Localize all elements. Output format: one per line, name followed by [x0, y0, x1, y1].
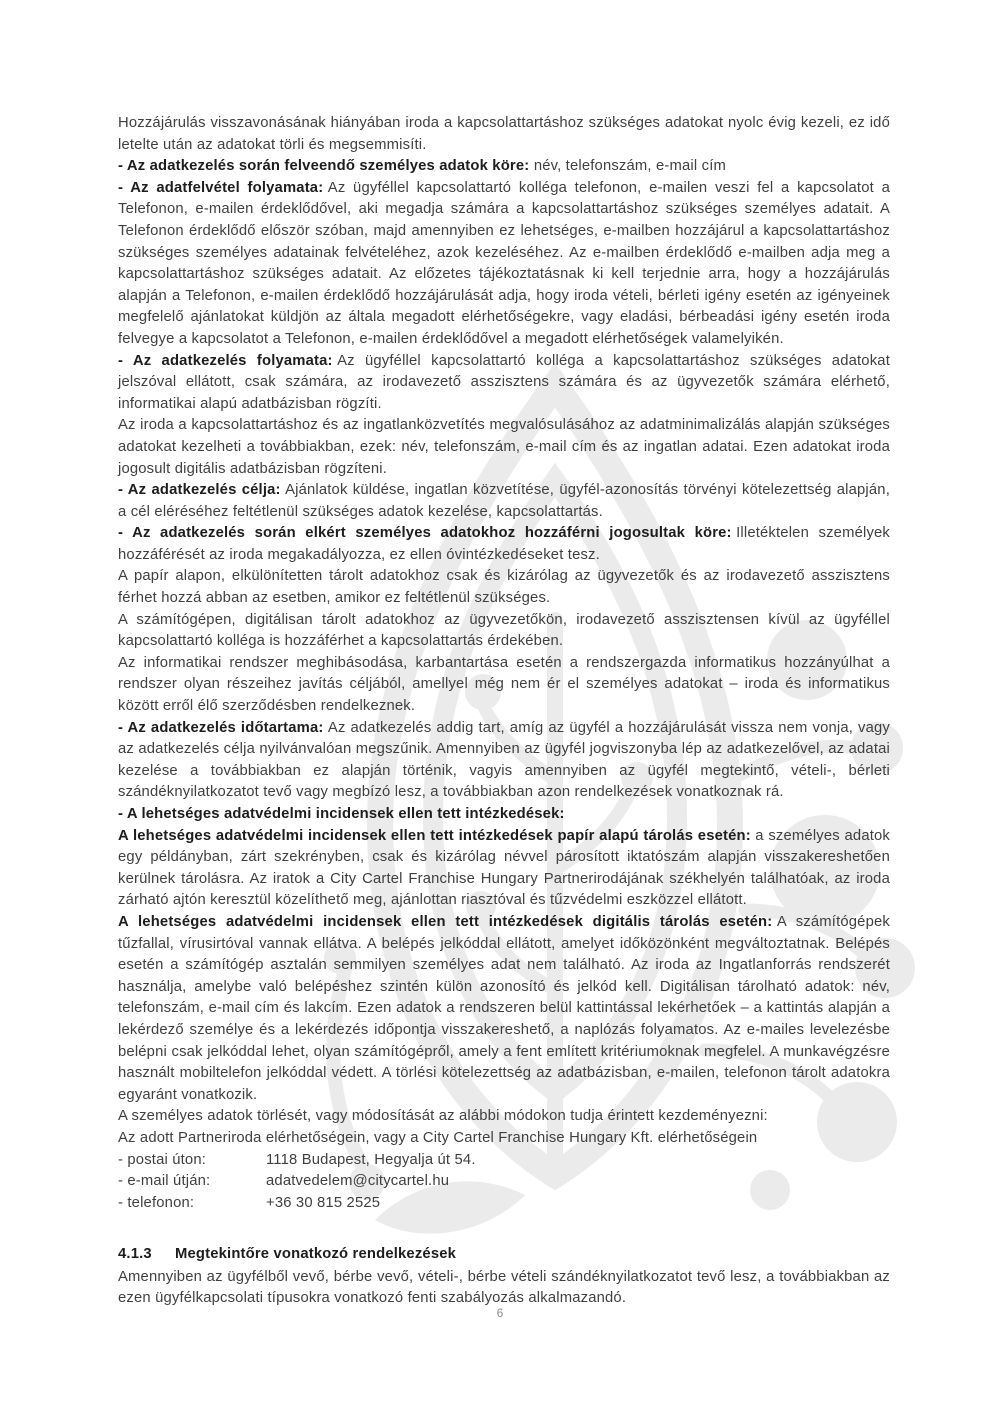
paragraph-lead: A lehetséges adatvédelmi incidensek ellen tett intézkedések digitális tárolás esetén:	[118, 913, 773, 930]
paragraph-text: Az ügyféllel kapcsolattartó kolléga a kapcsolattartáshoz szükséges adatokat jelszóval ellátott, csak számára, az irodavezető asszisztens számára és az ügyvezetők számára elérhető, informatikai alapú adatbázisban rögzíti.	[118, 352, 890, 412]
section-body	[118, 1267, 890, 1310]
paragraph-lead: - Az adatkezelés során elkért személyes adatokhoz hozzáférni jogosultak köre:	[118, 525, 732, 542]
paragraph-text: A számítógépen, digitálisan tárolt adatokhoz az ügyvezetőkön, irodavezető asszisztensen kívül az ügyféllel kapcsolattartó kolléga is hozzáférhet a kapcsolattartás érdekében.	[118, 611, 890, 650]
paragraph-text: a személyes adatok egy példányban, zárt szekrényben, csak és kizárólag névvel párosított iktatószám alapján visszakereshetően kerülnek tárolásra. Az iratok a City Cartel Franchise Hungary Partnerirodájának székhelyén találhatóak, az iroda zárható ajtón keresztül közelíthető meg, ajánlottan riasztóval és tűzvédelmi eszközzel ellátott.	[118, 827, 890, 909]
paragraph-text: név, telefonszám, e-mail cím	[533, 158, 727, 175]
paragraph	[118, 1106, 890, 1128]
paragraph-text: A számítógépek tűzfallal, vírusirtóval vannak ellátva. A belépés jelkóddal ellátott, amelyet időközönként megváltoztatnak. Belépés esetén a számítógép asztalán semmilyen személyes adat nem található. Az iroda az Ingatlanforrás rendszerét használja, amelybe való belépéshez szintén külön azonosító és jelkód kell. Digitálisan tárolható adatok: név, telefonszám, e-mail cím és lakcím. Ezen adatok a rendszeren belül kattintással lekérhetőek – a kattintás alapján a lekérdező személye és a lekérdezés időpontja visszakereshető, a naplózás folyamatos. Az e-mailes levelezésbe belépni csak jelkóddal lehet, olyan számítógépről, amely a fent említett kritériumoknak megfelel. A munkavégzésre használt mobiltelefon jelkóddal védett. A törlési kötelezettség az adatbázisban, e-mailen, telefonon tárolt adatokra egyaránt vonatkozik.	[118, 913, 890, 1103]
paragraph-text: Az iroda a kapcsolattartáshoz és az ingatlanközvetítés megvalósulásához az adatminimalizálás alapján szükséges adatokat kezelheti a továbbiakban, ezek: név, telefonszám, e-mail cím és az ingatlan adatai. Ezen adatokat iroda jogosult digitális adatbázisban rögzíteni.	[118, 417, 890, 477]
paragraph	[118, 1267, 890, 1310]
paragraph-text: A papír alapon, elkülönítetten tárolt adatokhoz csak és kizárólag az ügyvezetők és az irodavezető asszisztens férhet hozzá abban az esetben, amikor ez feltétlenül szükséges.	[118, 568, 890, 607]
contact-label: - e-mail útján:	[118, 1173, 211, 1190]
paragraph-lead: - Az adatkezelés célja:	[118, 482, 281, 499]
contact-label: - telefonon:	[118, 1194, 195, 1211]
paragraph	[118, 566, 890, 609]
paragraph-lead: - Az adatkezelés folyamata:	[118, 352, 333, 369]
paragraph	[118, 113, 890, 156]
paragraph-lead: - Az adatkezelés során felveendő személyes adatok köre:	[118, 158, 530, 175]
paragraph	[118, 1128, 890, 1150]
contact-row-email	[118, 1171, 890, 1193]
paragraph-text: Az adatkezelés addig tart, amíg az ügyfél a hozzájárulását vissza nem vonja, vagy az adatkezelés célja nyilvánvalóan megszűnik. Amennyiben az ügyfél jogviszonyba lép az adatkezelővel, az adatai kezelése a továbbiakban ez alapján történik, vagyis amennyiben az ügyfél megtekintő, vételi-, bérleti szándéknyilatkozatot tevő vagy megbízó lesz, a továbbiakban azon rendelkezések vonatkoznak rá.	[118, 719, 890, 801]
document-body	[118, 113, 890, 1310]
paragraph-lead: - Az adatfelvétel folyamata:	[118, 179, 324, 196]
section-number: 4.1.3	[118, 1246, 152, 1263]
page-number: 6	[496, 1306, 504, 1320]
contact-label: - postai úton:	[118, 1151, 207, 1168]
paragraph-text: Ajánlatok küldése, ingatlan közvetítése, ügyfél-azonosítás törvényi kötelezettség alapján, a cél eléréséhez feltétlenül szükséges adatok kezelése, kapcsolattartás.	[118, 482, 890, 520]
paragraph-lead: - Az adatkezelés időtartama:	[118, 719, 324, 736]
paragraph	[118, 804, 890, 826]
paragraph	[118, 826, 890, 912]
contact-value-email: adatvedelem@citycartel.hu	[266, 1173, 450, 1190]
contact-value-address: 1118 Budapest, Hegyalja út 54.	[266, 1151, 476, 1168]
paragraph-text: Hozzájárulás visszavonásának hiányában iroda a kapcsolattartáshoz szükséges adatokat nyolc évig kezeli, ez idő letelte után az adatokat törli és megsemmisíti.	[118, 115, 890, 153]
paragraph	[118, 415, 890, 480]
paragraph-text: A személyes adatok törlését, vagy módosítását az alábbi módokon tudja érintett kezdeményezni:	[118, 1108, 768, 1125]
paragraph-text: Az informatikai rendszer meghibásodása, karbantartása esetén a rendszergazda informatikus hozzányúlhat a rendszer olyan részeihez javítás céljából, amellyel még nem ér el személyes adatokat – iroda és informatikus között erről élő szerződésben rendelkeznek.	[118, 654, 890, 715]
paragraph-lead: A lehetséges adatvédelmi incidensek ellen tett intézkedések papír alapú tárolás esetén:	[118, 827, 751, 844]
paragraph	[118, 156, 890, 178]
paragraph	[118, 178, 890, 351]
paragraph-text: Illetéktelen személyek hozzáférését az iroda megakadályozza, ez ellen óvintézkedéseket tesz.	[118, 525, 890, 563]
paragraph	[118, 610, 890, 653]
contact-value-phone: +36 30 815 2525	[266, 1194, 381, 1211]
paragraph-lead: - A lehetséges adatvédelmi incidensek ellen tett intézkedések:	[118, 806, 565, 822]
paragraph	[118, 351, 890, 416]
contact-row-postal	[118, 1150, 890, 1172]
paragraph	[118, 523, 890, 566]
paragraph-text: Az adott Partneriroda elérhetőségein, vagy a City Cartel Franchise Hungary Kft. elérhetőségein	[118, 1129, 758, 1146]
section-title: Megtekintőre vonatkozó rendelkezések	[175, 1246, 457, 1263]
paragraph	[118, 912, 890, 1106]
paragraph	[118, 653, 890, 718]
paragraph	[118, 480, 890, 523]
paragraph-text: Amennyiben az ügyfélből vevő, bérbe vevő, vételi-, bérbe vételi szándéknyilatkozatot tevő lesz, a továbbiakban az ezen ügyfélkapcsolati típusokra vonatkozó fenti szabályozás alkalmazandó.	[118, 1268, 890, 1307]
section-heading	[118, 1244, 890, 1266]
contact-row-phone	[118, 1193, 890, 1215]
paragraph-text: Az ügyféllel kapcsolattartó kolléga telefonon, e-mailen veszi fel a kapcsolatot a Telefonon, e-mailen érdeklődővel, aki megadja számára a kapcsolattartáshoz szükséges személyes adatait. A Telefonon érdeklődő először szóban, majd amennyiben ez lehetséges, e-mailben hozzájárul a kapcsolattartáshoz szükséges személyes adatainak felvételéhez, azok kezeléséhez. Az e-mailben érdeklődő e-mailben adja meg a kapcsolattartáshoz szükséges adatait. Az előzetes tájékoztatásnak ki kell terjednie arra, hogy a hozzájárulás alapján a Telefonon, e-mailen érdeklődő hozzájárulását adja, hogy iroda vételi, bérleti igény esetén az igényeinek megfelelő ajánlatokat küldjön az általa megadott elérhetőségekre, vagy eladási, bérbeadási igény esetén iroda felvegye a kapcsolatot a Telefonon, e-mailen érdeklődővel a megadott elérhetőségek valamelyikén.	[118, 179, 890, 347]
paragraph	[118, 718, 890, 804]
section-4-1-3	[118, 1244, 890, 1310]
